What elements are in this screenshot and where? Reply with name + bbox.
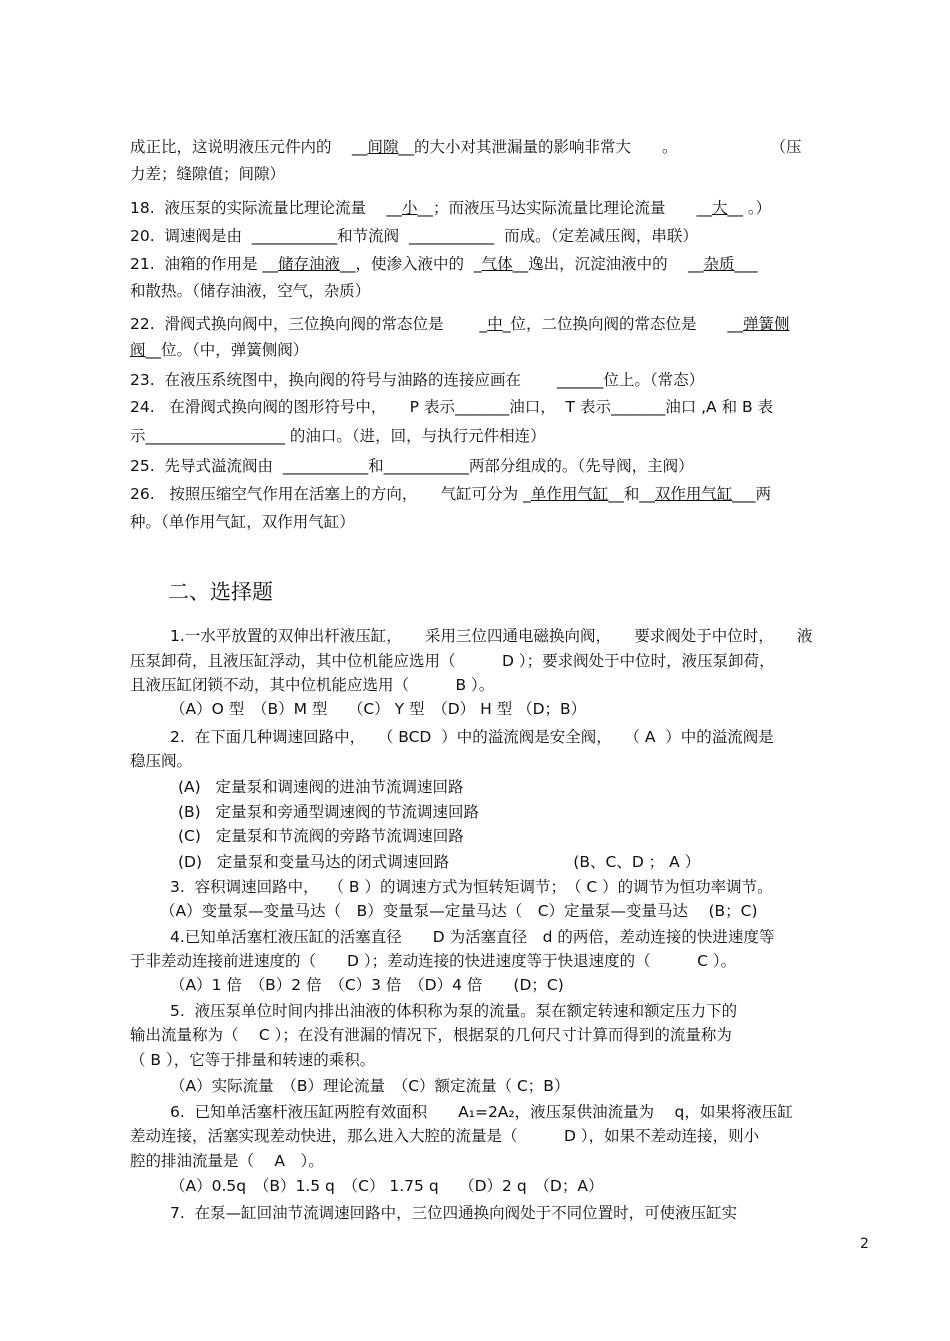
fill-line-6: 和散热。（储存油液，空气，杂质） [130, 282, 371, 300]
choice-line: 且液压缸闭锁不动，其中位机能应选用（ B ）。 [130, 676, 495, 694]
choice-line: （A）实际流量 （B）理论流量 （C）额定流量（ C；B） [170, 1077, 570, 1095]
section-title: 二、选择题 [168, 580, 273, 604]
choice-line: 7. 在泵—缸回油节流调速回路中，三位四通换向阀处于不同位置时，可使液压缸实 [170, 1204, 738, 1222]
choice-line: 差动连接，活塞实现差动快进，那么进入大腔的流量是（ D ），如果不差动连接，则小 [130, 1127, 760, 1145]
fill-line-10: 24. 在滑阀式换向阀的图形符号中， P 表示_______油口， T 表示_______油口 ,A 和 B 表 [130, 398, 774, 416]
choice-line: 2. 在下面几种调速回路中， （ BCD ）中的溢流阀是安全阀， （ A ）中的溢流阀是 [170, 728, 774, 746]
fill-line-3: 18. 液压泵的实际流量比理论流量 __小__；而液压马达实际流量比理论流量 __大__ 。） [130, 199, 772, 217]
choice-line: 6. 已知单活塞杆液压缸两腔有效面积 A₁=2A₂，液压泵供油流量为 q，如果将液压缸 [170, 1103, 793, 1121]
choice-line: 5. 液压泵单位时间内排出油液的体积称为泵的流量。泵在额定转速和额定压力下的 [170, 1002, 738, 1020]
fill-line-1: 成正比，这说明液压元件内的 __间隙__的大小对其泄漏量的影响非常大 。 （压 [130, 138, 802, 156]
fill-line-12: 25. 先导式溢流阀由 ___________和___________两部分组成的。（先导阀，主阀） [130, 457, 694, 475]
fill-line-5: 21. 油箱的作用是 __储存油液__，使渗入液中的 _气体__逸出，沉淀油液中的 __杂质___ [130, 255, 758, 273]
fill-line-4: 20. 调速阀是由 ___________和节流阀 ___________ 而成。（定差减压阀，串联） [130, 227, 698, 245]
fill-line-2: 力差；缝隙值；间隙） [130, 165, 286, 183]
choice-line: 腔的排油流量是（ A ）。 [130, 1152, 324, 1170]
fill-line-7: 22. 滑阀式换向阀中，三位换向阀的常态位是 _中_位，二位换向阀的常态位是 __弹簧侧 [130, 315, 790, 333]
choice-line: 1.一水平放置的双伸出杆液压缸， 采用三位四通电磁换向阀， 要求阀处于中位时， 液 [170, 627, 813, 645]
choice-line: (C) 定量泵和节流阀的旁路节流调速回路 [178, 827, 464, 845]
choice-line: 4.已知单活塞杠液压缸的活塞直径 D 为活塞直径 d 的两倍，差动连接的快进速度等 [170, 928, 775, 946]
choice-line: 压泵卸荷，且液压缸浮动，其中位机能应选用（ D ）；要求阀处于中位时，液压泵卸荷， [130, 652, 775, 670]
choice-line: (D) 定量泵和变量马达的闭式调速回路 (B、C、D ； A ） [178, 853, 701, 871]
fill-line-9: 23. 在液压系统图中，换向阀的符号与油路的连接应画在 ______位上。（常态） [130, 371, 705, 389]
choice-line: （A）变量泵—变量马达（ B）变量泵—定量马达（ C）定量泵—变量马达 (B；C) [160, 902, 758, 920]
choice-line: (B) 定量泵和旁通型调速阀的节流调速回路 [178, 803, 480, 821]
choice-line: （A）0.5q （B）1.5 q （C） 1.75 q （D）2 q （D；A） [170, 1177, 604, 1195]
choice-line: 输出流量称为（ C ）；在没有泄漏的情况下，根据泵的几何尺寸计算而得到的流量称为 [130, 1026, 732, 1044]
fill-line-8: 阀__位。（中，弹簧侧阀） [130, 341, 309, 359]
fill-line-11: 示__________________ 的油口。（进，回，与执行元件相连） [130, 427, 546, 445]
choice-line: 稳压阀。 [130, 752, 193, 770]
choice-line: （ B ），它等于排量和转速的乘积。 [130, 1051, 376, 1069]
fill-line-14: 种。（单作用气缸，双作用气缸） [130, 513, 355, 531]
page-number: 2 [860, 1236, 869, 1252]
fill-line-13: 26. 按照压缩空气作用在活塞上的方向， 气缸可分为 _单作用气缸__和__双作用气缸___两 [130, 485, 772, 503]
choice-line: （A）O 型 （B）M 型 （C） Y 型 （D） H 型 （D；B） [170, 700, 587, 718]
choice-line: (A) 定量泵和调速阀的进油节流调速回路 [178, 778, 464, 796]
choice-line: （A）1 倍 （B）2 倍 （C）3 倍 （D）4 倍 (D；C) [170, 976, 564, 994]
choice-line: 于非差动连接前进速度的（ D ）；差动连接的快进速度等于快退速度的（ C ）。 [130, 952, 737, 970]
choice-line: 3. 容积调速回路中， （ B ）的调速方式为恒转矩调节； （ C ）的调节为恒功率调节。 [170, 878, 773, 896]
